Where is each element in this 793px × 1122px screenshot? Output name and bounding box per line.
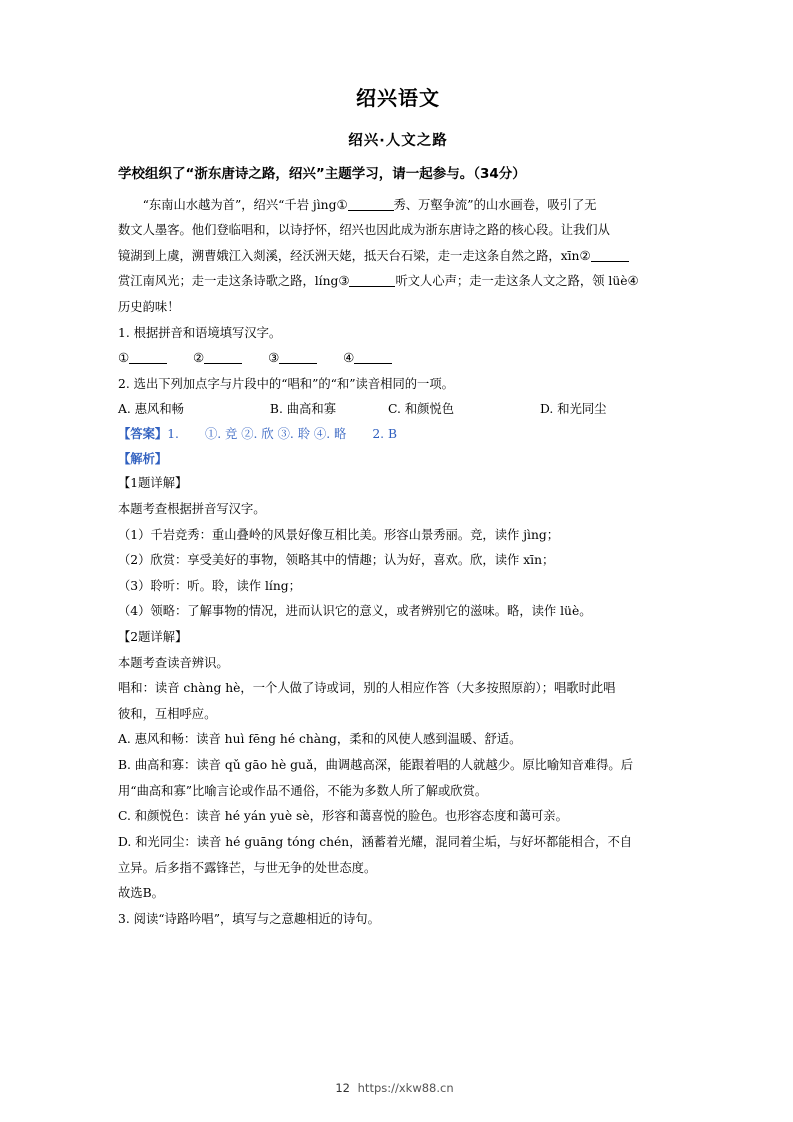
explanation-2-line-3: 彼和，互相呼应。 — [118, 706, 217, 721]
question-1-blanks — [118, 347, 678, 371]
explanation-2-line-2: 唱和：读音 chàng hè，一个人做了诗或词，别的人相应作答（大多按照原韵）；唱歌时此唱 — [118, 681, 616, 696]
answer-blank-2[interactable] — [204, 351, 242, 364]
option-c-label: C. — [388, 402, 401, 417]
explanation-2-line-6: 用“曲高和寡”比喻言论或作品不通俗，不能为多数人所了解或欣赏。 — [118, 783, 488, 798]
question-2-options — [118, 398, 678, 422]
explanation-2-line-1: 本题考查读音辨识。 — [118, 655, 229, 670]
option-a-text: 惠风和畅 — [134, 402, 184, 417]
question-3 — [118, 908, 678, 932]
blank-label-2: ② — [193, 351, 205, 366]
option-d[interactable] — [540, 398, 606, 422]
document-subtitle: 绍兴·人文之路 — [348, 133, 448, 149]
question-3-number: 3. — [118, 911, 130, 926]
explanation-1-heading: 【1题详解】 — [118, 476, 188, 491]
passage-text-4a: 赏江南风光；走一走这条诗歌之路，líng③ — [118, 274, 350, 289]
option-b[interactable] — [270, 398, 336, 422]
page-footer — [0, 1080, 793, 1096]
fill-blank-3 — [349, 274, 395, 287]
option-b-label: B. — [269, 402, 283, 417]
question-1 — [118, 322, 678, 346]
question-2-text: 选出下列加点字与片段中的“唱和”的“和”读音相同的一项。 — [133, 376, 454, 391]
explanation-1-line-3: （2）欣赏：享受美好的事物，领略其中的情趣；认为好，喜欢。欣，读作 xīn； — [118, 553, 555, 568]
answer-blank-4[interactable] — [354, 351, 392, 364]
option-a[interactable] — [118, 398, 184, 422]
answer-tag: 【答案】 — [118, 426, 168, 442]
explanation-2-heading: 【2题详解】 — [118, 630, 188, 645]
explanation-1-line-5: （4）领略：了解事物的情况，进而认识它的意义，或者辨别它的滋味。略，读作 lüè。 — [118, 604, 592, 619]
passage-text-3: 镜湖到上虞，溯曹娥江入剡溪，经沃洲天姥，抵天台石梁，走一走这条自然之路，xīn② — [118, 248, 591, 263]
passage-text-4b: 听文人心声；走一走这条人文之路，领 lüè④ — [395, 274, 639, 289]
analysis-tag: 【解析】 — [118, 451, 168, 467]
answer-item-1-number: 1. — [167, 427, 179, 442]
question-1-text: 根据拼音和语境填写汉字。 — [133, 325, 282, 340]
question-3-text: 阅读“诗路吟唱”，填写与之意趣相近的诗句。 — [133, 911, 380, 926]
fill-blank-1 — [348, 197, 394, 210]
fill-blank-2 — [591, 249, 629, 262]
option-d-text: 和光同尘 — [557, 402, 607, 417]
passage-text-1a: “东南山水越为首”，绍兴“千岩 jìng① — [142, 197, 348, 212]
passage-line-3 — [118, 245, 678, 269]
explanation-1-line-2: （1）千岩竞秀：重山叠岭的风景好像互相比美。形容山景秀丽。竞，读作 jìng； — [118, 527, 560, 542]
question-2-number: 2. — [118, 376, 130, 391]
option-b-text: 曲高和寡 — [286, 402, 336, 417]
explanation-1-line-1: 本题考查根据拼音写汉字。 — [118, 501, 266, 516]
answer-item-1: ①. 竞 ②. 欣 ③. 聆 ④. 略 — [204, 427, 347, 442]
passage-line-1 — [118, 194, 678, 218]
blank-label-1: ① — [118, 351, 130, 366]
answer-block — [118, 422, 678, 447]
passage-text-1b: 秀、万壑争流”的山水画卷，吸引了无 — [393, 197, 597, 212]
explanation-2-line-9: 立异。后多指不露锋芒，与世无争的处世态度。 — [118, 860, 377, 875]
explanation-2-line-4: A. 惠风和畅：读音 huì fēng hé chàng，柔和的风使人感到温暖、舒适。 — [118, 732, 522, 747]
passage-line-2: 数文人墨客。他们登临唱和，以诗抒怀，绍兴也因此成为浙东唐诗之路的核心段。让我们从 — [118, 223, 610, 238]
option-c[interactable] — [388, 398, 454, 422]
answer-item-2: 2. B — [372, 427, 397, 442]
document-content — [118, 82, 678, 933]
option-c-text: 和颜悦色 — [404, 402, 455, 417]
blank-label-4: ④ — [343, 351, 355, 366]
analysis-tag-line — [118, 447, 678, 472]
blank-label-3: ③ — [268, 351, 280, 366]
passage-line-4 — [118, 270, 678, 294]
explanation-2-line-7: C. 和颜悦色：读音 hé yán yuè sè，形容和蔼喜悦的脸色。也形容态度和蔼可亲。 — [118, 809, 568, 824]
question-1-number: 1. — [118, 325, 130, 340]
page-number: 12 — [335, 1081, 350, 1095]
section-heading: 学校组织了“浙东唐诗之路，绍兴”主题学习，请一起参与。（34分） — [118, 166, 526, 182]
explanation-1-line-4: （3）聆听：听。聆，读作 líng； — [118, 578, 301, 593]
explanation-2-line-5: B. 曲高和寡：读音 qǔ gāo hè guǎ，曲调越高深，能跟着唱的人就越少。原比喻知音难得。后 — [118, 758, 634, 773]
page-title: 绍兴语文 — [356, 86, 440, 110]
answer-blank-1[interactable] — [129, 351, 167, 364]
explanation-2-line-10: 故选B。 — [118, 886, 164, 901]
watermark-text: https://xkw88.cn — [357, 1081, 454, 1095]
passage-line-5: 历史韵味！ — [118, 300, 180, 315]
question-2 — [118, 373, 678, 397]
answer-blank-3[interactable] — [279, 351, 317, 364]
option-d-label: D. — [540, 402, 554, 417]
explanation-2-line-8: D. 和光同尘：读音 hé guāng tóng chén，涵蓄着光耀，混同着尘垢，与好坏都能相合，不自 — [118, 834, 633, 849]
option-a-label: A. — [118, 402, 131, 417]
